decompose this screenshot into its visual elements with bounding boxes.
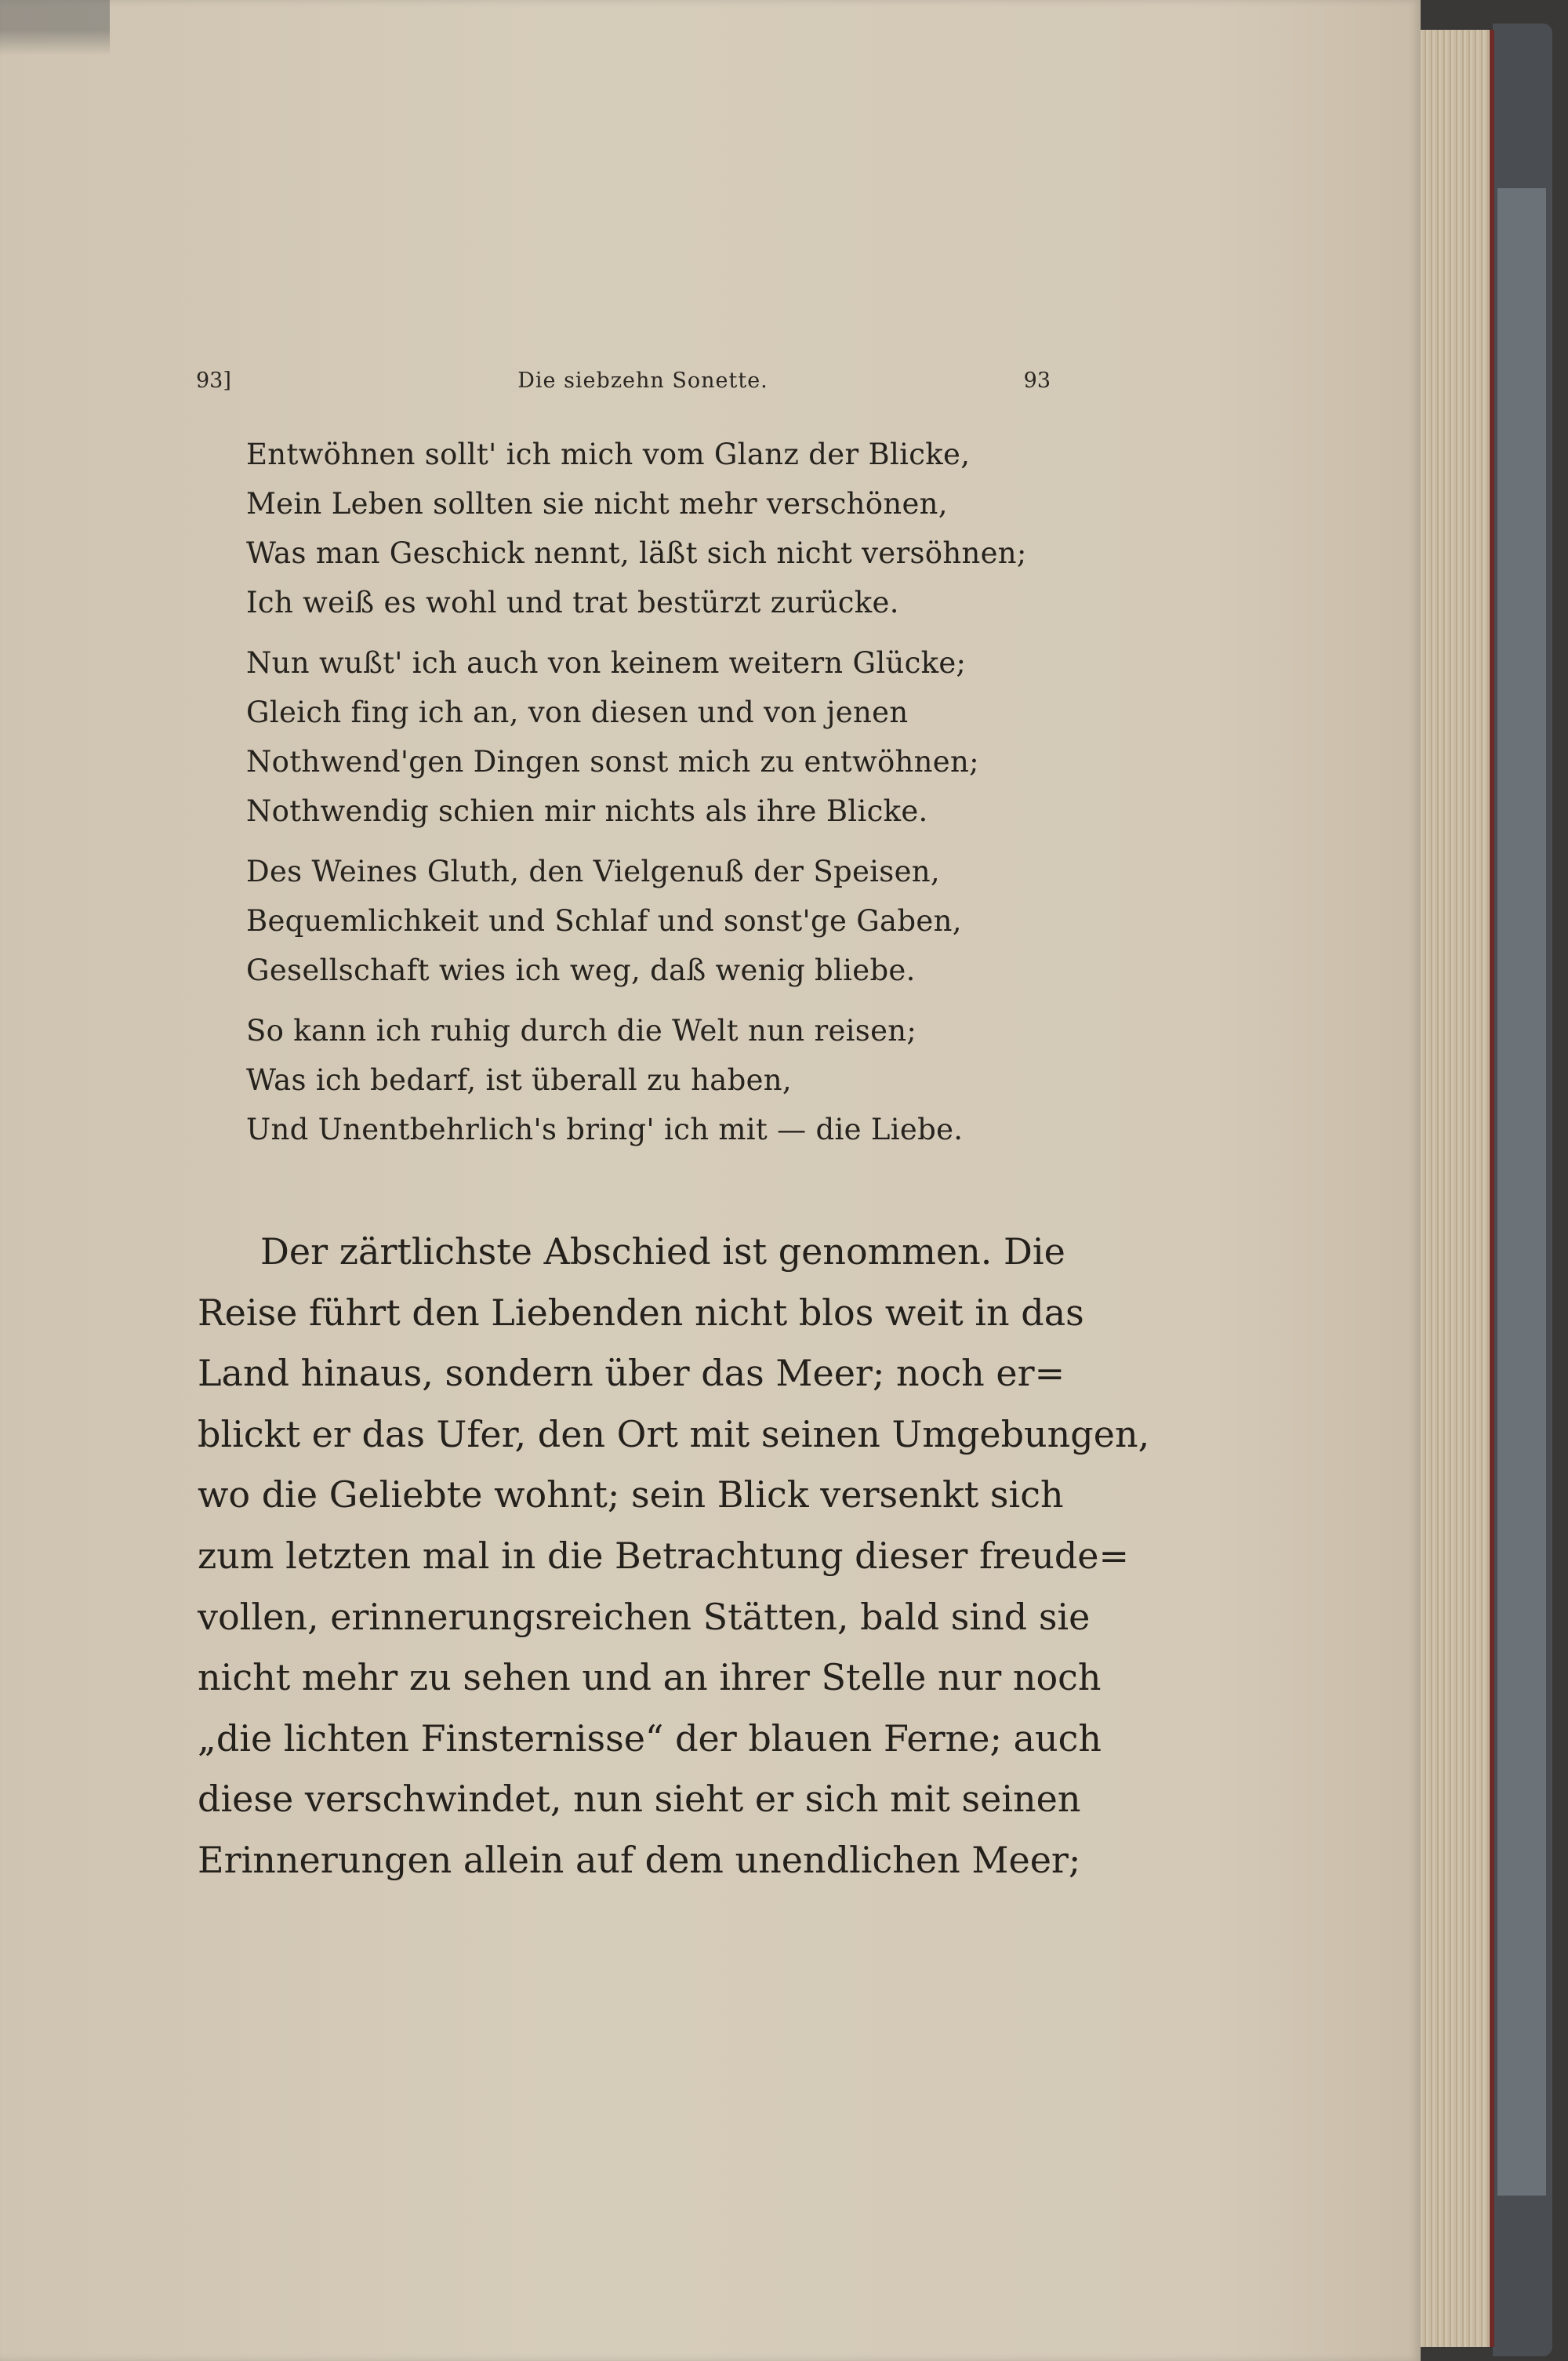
verse-line: Nothwendig schien mir nichts als ihre Blicke.: [246, 794, 928, 828]
verse-line: Bequemlichkeit und Schlaf und sonst'ge Gaben,: [246, 904, 962, 938]
stanza-2: [246, 638, 1046, 836]
prose-line: Reise führt den Liebenden nicht blos weit in das: [198, 1291, 1084, 1334]
prose-line: Der zärtlichste Abschied ist genommen. Die: [260, 1230, 1065, 1273]
verse-line: Mein Leben sollten sie nicht mehr verschönen,: [246, 487, 948, 521]
verse-line: Nothwend'gen Dingen sonst mich zu entwöhnen;: [246, 745, 979, 779]
prose-line: zum letzten mal in die Betrachtung dieser freude=: [198, 1534, 1130, 1577]
verse-line: So kann ich ruhig durch die Welt nun reisen;: [246, 1014, 917, 1048]
verse-line: Des Weines Gluth, den Vielgenuß der Speisen,: [246, 855, 940, 888]
stanza-4: [246, 1006, 1046, 1154]
running-title: Die siebzehn Sonette.: [517, 369, 768, 393]
prose-line: „die lichten Finsternisse“ der blauen Ferne; auch: [198, 1716, 1102, 1760]
verse-line: Nun wußt' ich auch von keinem weitern Glücke;: [246, 646, 967, 680]
running-header: [196, 369, 1051, 400]
corner-shadow: [0, 0, 110, 55]
verse-line: Was ich bedarf, ist überall zu haben,: [246, 1063, 792, 1097]
prose-line: vollen, erinnerungsreichen Stätten, bald sind sie: [198, 1595, 1091, 1638]
verse-line: Ich weiß es wohl und trat bestürzt zurücke.: [246, 586, 899, 619]
verse-line: Gesellschaft wies ich weg, daß wenig bliebe.: [246, 953, 916, 987]
stanza-1: [246, 430, 1046, 627]
cover-spine-tab: [1497, 188, 1546, 2196]
sonnet: [246, 430, 1046, 1165]
prose-line: wo die Geliebte wohnt; sein Blick versenkt sich: [198, 1473, 1064, 1516]
stanza-3: [246, 847, 1046, 995]
book-cover-edge: [1493, 24, 1552, 2356]
verse-line: Gleich fing ich an, von diesen und von jenen: [246, 696, 909, 729]
page-number-right: 93: [1023, 369, 1051, 393]
prose-line: Land hinaus, sondern über das Meer; noch er=: [198, 1352, 1065, 1395]
verse-line: Und Unentbehrlich's bring' ich mit — die Liebe.: [246, 1113, 964, 1146]
prose-paragraph: [198, 1222, 1150, 1891]
verse-line: Entwöhnen sollt' ich mich vom Glanz der Blicke,: [246, 438, 971, 471]
prose-line: Erinnerungen allein auf dem unendlichen Meer;: [198, 1838, 1081, 1881]
prose-line: diese verschwindet, nun sieht er sich mit seinen: [198, 1778, 1081, 1821]
verse-line: Was man Geschick nennt, läßt sich nicht versöhnen;: [246, 536, 1027, 570]
page-number-left: 93]: [196, 369, 231, 393]
prose-line: blickt er das Ufer, den Ort mit seinen Umgebungen,: [198, 1412, 1150, 1455]
prose-line: nicht mehr zu sehen und an ihrer Stelle nur noch: [198, 1656, 1102, 1699]
